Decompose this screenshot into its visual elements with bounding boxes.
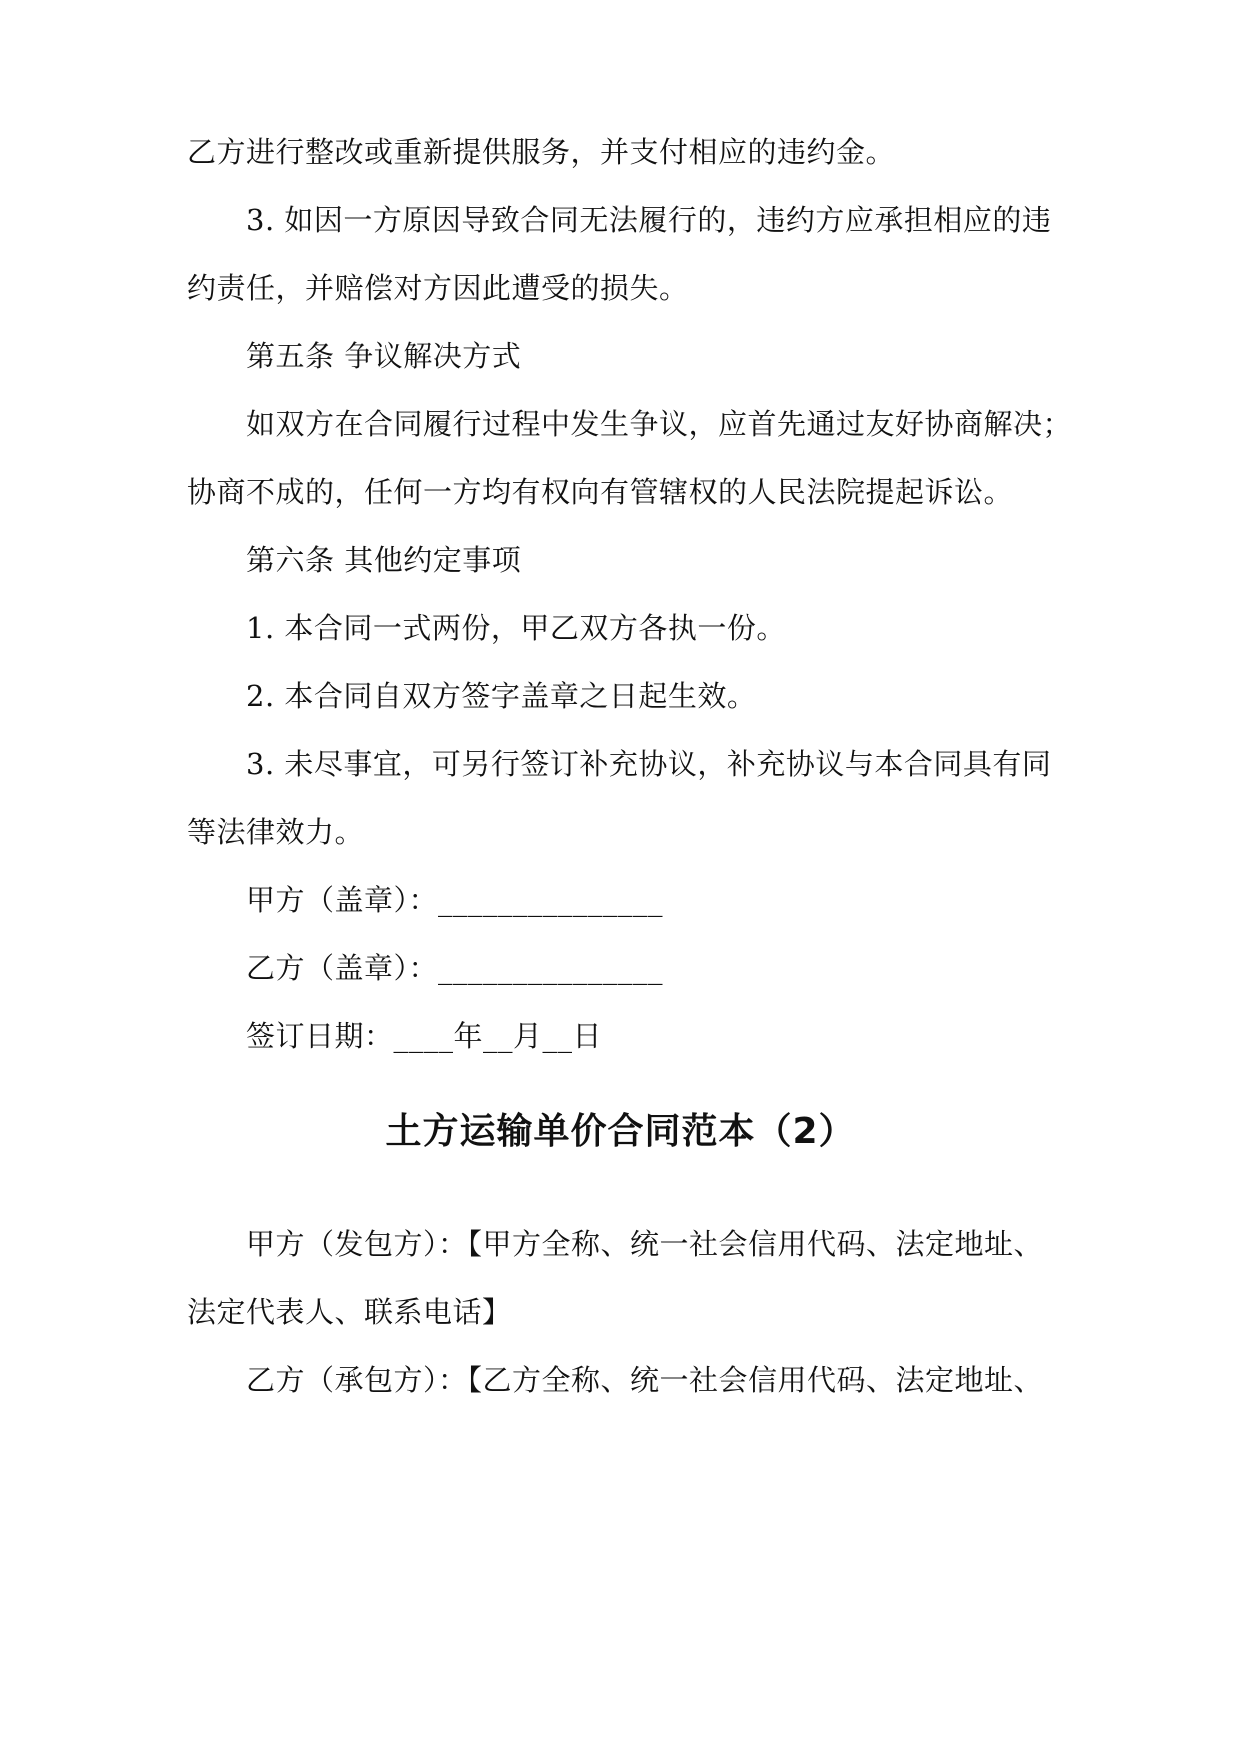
paragraph-line: 乙方进行整改或重新提供服务，并支付相应的违约金。 <box>187 135 896 169</box>
paragraph-line: 如双方在合同履行过程中发生争议，应首先通过友好协商解决； <box>246 407 1073 441</box>
paragraph-line: 法定代表人、联系电话】 <box>187 1295 512 1329</box>
paragraph-line: 等法律效力。 <box>187 815 365 849</box>
signing-date-line: 签订日期：____年__月__日 <box>246 1019 603 1053</box>
paragraph-line: 协商不成的，任何一方均有权向有管辖权的人民法院提起诉讼。 <box>187 475 1014 509</box>
clause-item-3: 3. 未尽事宜，可另行签订补充协议，补充协议与本合同具有同 <box>246 747 1052 781</box>
party-a-seal-line: 甲方（盖章）：_______________ <box>246 883 664 917</box>
paragraph-line: 约责任，并赔偿对方因此遭受的损失。 <box>187 271 689 305</box>
article-heading-5: 第五条 争议解决方式 <box>246 339 522 373</box>
party-b-seal-line: 乙方（盖章）：_______________ <box>246 951 664 985</box>
party-b-line: 乙方（承包方）：【乙方全称、统一社会信用代码、法定地址、 <box>246 1363 1044 1397</box>
clause-item-3: 3. 如因一方原因导致合同无法履行的，违约方应承担相应的违 <box>246 203 1052 237</box>
clause-item-2: 2. 本合同自双方签字盖章之日起生效。 <box>246 679 757 713</box>
article-heading-6: 第六条 其他约定事项 <box>246 543 522 577</box>
clause-item-1: 1. 本合同一式两份，甲乙双方各执一份。 <box>246 611 786 645</box>
party-a-line: 甲方（发包方）：【甲方全称、统一社会信用代码、法定地址、 <box>246 1227 1044 1261</box>
section-title: 土方运输单价合同范本（2） <box>385 1111 856 1152</box>
